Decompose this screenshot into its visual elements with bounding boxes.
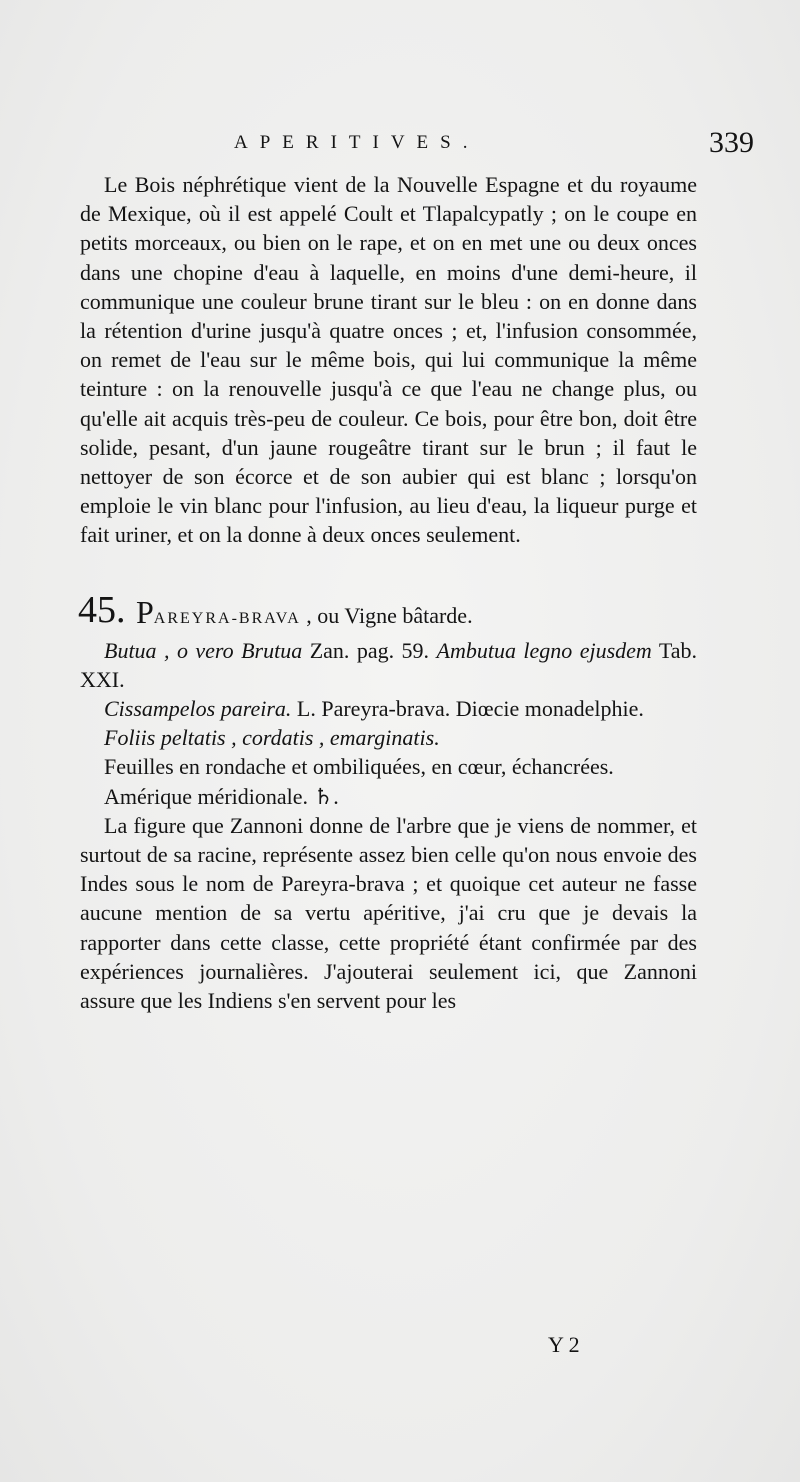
- synonym-ambutua-ref: Tab. XXI.: [80, 637, 698, 692]
- entry-heading: [80, 586, 697, 634]
- synonym-block: [80, 636, 697, 811]
- running-head: APERITIVES.: [234, 132, 480, 153]
- paragraph-bois-nephretique: Le Bois néphrétique vient de la Nouvelle Espagne et du royaume de Mexique, où il est appelé Coult et Tlapalcypatly ; on le coupe en petits morceaux, ou bien on le rape, et on en met une ou deux onces dans une chopine d'eau à laquelle, en moins d'une demi-heure, il communique une couleur brune tirant sur le bleu : on en donne dans la rétention d'urine jusqu'à quatre onces ; et, l'infusion consommée, on remet de l'eau sur le même bois, qui lui communique la même teinture : on la renouvelle jusqu'à ce que l'eau ne change plus, ou qu'elle ait acquis très-peu de couleur. Ce bois, pour être bon, doit être solide, pesant, d'un jaune rougeâtre tirant sur le brun ; il faut le nettoyer de son écorce et de son aubier qui est blanc ; lorsqu'on emploie le vin blanc pour l'infusion, au lieu d'eau, la liqueur purge et fait uriner, et on la donne à deux onces seulement.: [80, 172, 697, 548]
- page-header: [234, 126, 754, 166]
- synonym-linnaeus-italic: Cissampelos pareira.: [104, 696, 292, 722]
- entry-title-initial: P: [136, 593, 154, 630]
- entry-title-suffix: , ou Vigne bâtarde.: [306, 602, 473, 628]
- entry-title: [136, 592, 473, 639]
- habitat: Amérique méridionale. ♄.: [104, 783, 339, 809]
- entry-title-name: AREYRA-BRAVA: [153, 609, 301, 627]
- page-body: [80, 170, 697, 1015]
- synonym-zannoni-italic: Butua , o vero Brutua: [104, 637, 303, 663]
- description-latin: Foliis peltatis , cordatis , emarginatis.: [104, 725, 440, 751]
- synonym-zannoni: [80, 636, 697, 694]
- synonym-linnaeus-ref: L. Pareyra-brava. Diœcie monadelphie.: [296, 696, 644, 722]
- entry-number: 45.: [78, 588, 126, 631]
- synonym-ambutua: Ambutua legno ejusdem: [436, 637, 652, 663]
- description-french: Feuilles en rondache et ombiliquées, en cœur, échancrées.: [104, 754, 614, 780]
- page-number: 339: [709, 126, 754, 159]
- synonym-linnaeus: [80, 694, 697, 723]
- paragraph-pareyra-brava: La figure que Zannoni donne de l'arbre que je viens de nommer, et surtout de sa racine, représente assez bien celle qu'on nous envoie des Indes sous le nom de Pareyra-brava ; et quoique cet auteur ne fasse aucune mention de sa vertu apéritive, j'ai cru que je devais la rapporter dans cette classe, cette propriété étant confirmée par des expériences journalières. J'ajouterai seulement ici, que Zannoni assure que les Indiens s'en servent pour les: [80, 812, 697, 1014]
- synonym-zannoni-ref: Zan. pag. 59.: [309, 637, 430, 663]
- signature-mark: Y 2: [548, 1332, 580, 1357]
